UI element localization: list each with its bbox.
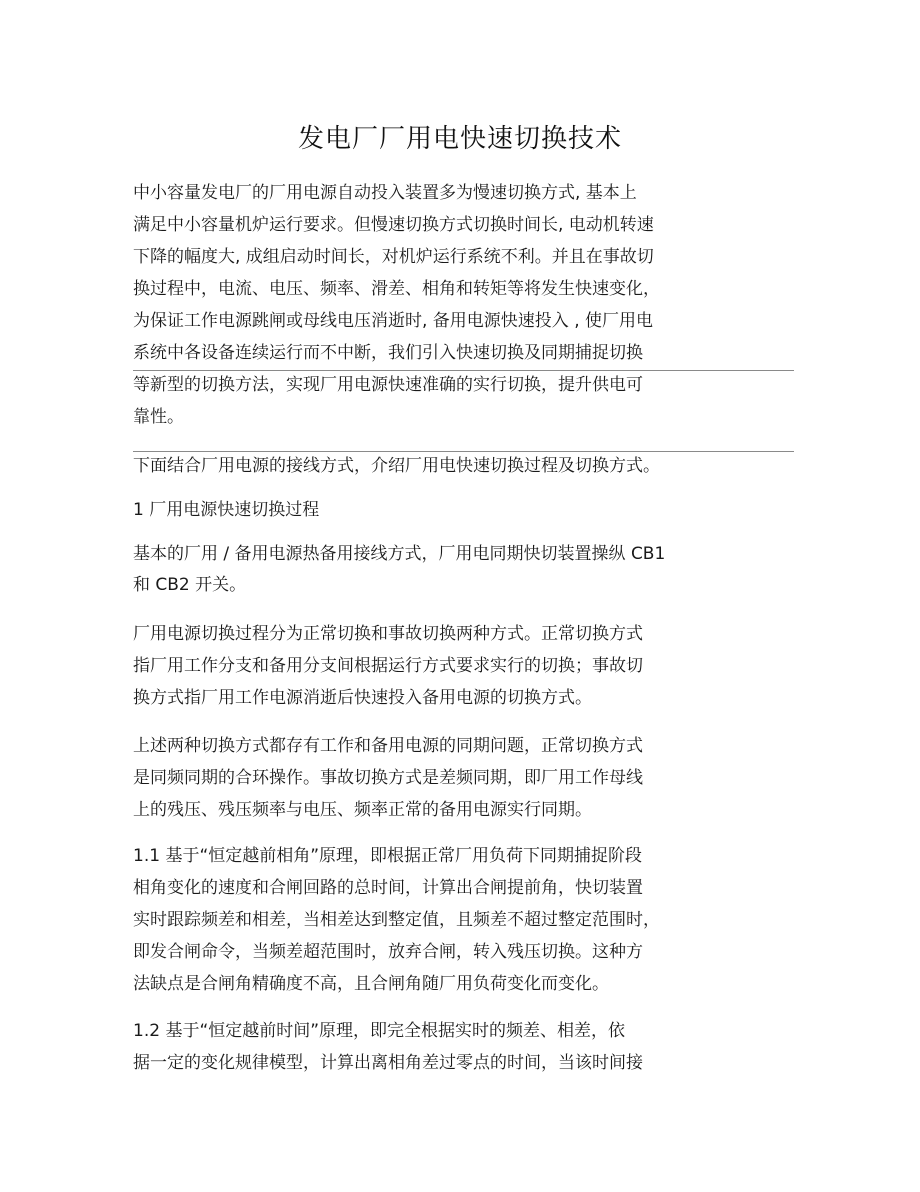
paragraph-line: 靠性。 xyxy=(133,407,184,427)
paragraph-line: 和 CB2 开关。 xyxy=(133,575,247,595)
paragraph-line: 实时跟踪频差和相差，当相差达到整定值，且频差不超过整定范围时， xyxy=(133,910,660,930)
section-heading: 1 厂用电源快速切换过程 xyxy=(133,500,320,520)
paragraph-line: 1.1 基于“恒定越前相角”原理，即根据正常厂用负荷下同期捕捉阶段 xyxy=(133,846,643,866)
paragraph-line: 系统中各设备连续运行而不中断，我们引入快速切换及同期捕捉切换 xyxy=(133,343,643,363)
divider-line xyxy=(133,451,794,452)
paragraph-line: 为保证工作电源跳闸或母线电压消逝时, 备用电源快速投入 , 使厂用电 xyxy=(133,311,654,331)
paragraph-line: 上的残压、残压频率与电压、频率正常的备用电源实行同期。 xyxy=(133,800,592,820)
paragraph-line: 换过程中，电流、电压、频率、滑差、相角和转矩等将发生快速变化， xyxy=(133,279,660,299)
paragraph-line: 据一定的变化规律模型，计算出离相角差过零点的时间，当该时间接 xyxy=(133,1053,643,1073)
paragraph-line: 相角变化的速度和合闸回路的总时间，计算出合闸提前角，快切装置 xyxy=(133,878,643,898)
paragraph-line: 等新型的切换方法，实现厂用电源快速准确的实行切换，提升供电可 xyxy=(133,375,643,395)
paragraph-line: 基本的厂用 / 备用电源热备用接线方式，厂用电同期快切装置操纵 CB1 xyxy=(133,544,666,564)
paragraph-line: 即发合闸命令，当频差超范围时，放弃合闸，转入残压切换。这种方 xyxy=(133,942,643,962)
paragraph-line: 指厂用工作分支和备用分支间根据运行方式要求实行的切换；事故切 xyxy=(133,656,643,676)
paragraph-line: 换方式指厂用工作电源消逝后快速投入备用电源的切换方式。 xyxy=(133,688,592,708)
paragraph-line: 是同频同期的合环操作。事故切换方式是差频同期，即厂用工作母线 xyxy=(133,768,643,788)
paragraph-line: 中小容量发电厂的厂用电源自动投入装置多为慢速切换方式, 基本上 xyxy=(133,183,637,203)
paragraph-line: 1.2 基于“恒定越前时间”原理，即完全根据实时的频差、相差，依 xyxy=(133,1021,626,1041)
paragraph-line: 下面结合厂用电源的接线方式，介绍厂用电快速切换过程及切换方式。 xyxy=(133,456,660,476)
paragraph-line: 下降的幅度大, 成组启动时间长，对机炉运行系统不利。并且在事故切 xyxy=(133,247,654,267)
paragraph-line: 法缺点是合闸角精确度不高，且合闸角随厂用负荷变化而变化。 xyxy=(133,974,609,994)
document-title: 发电厂厂用电快速切换技术 xyxy=(297,124,622,154)
divider-line xyxy=(133,370,794,371)
paragraph-line: 满足中小容量机炉运行要求。但慢速切换方式切换时间长, 电动机转速 xyxy=(133,215,654,235)
paragraph-line: 上述两种切换方式都存有工作和备用电源的同期问题，正常切换方式 xyxy=(133,736,643,756)
paragraph-line: 厂用电源切换过程分为正常切换和事故切换两种方式。正常切换方式 xyxy=(133,624,643,644)
